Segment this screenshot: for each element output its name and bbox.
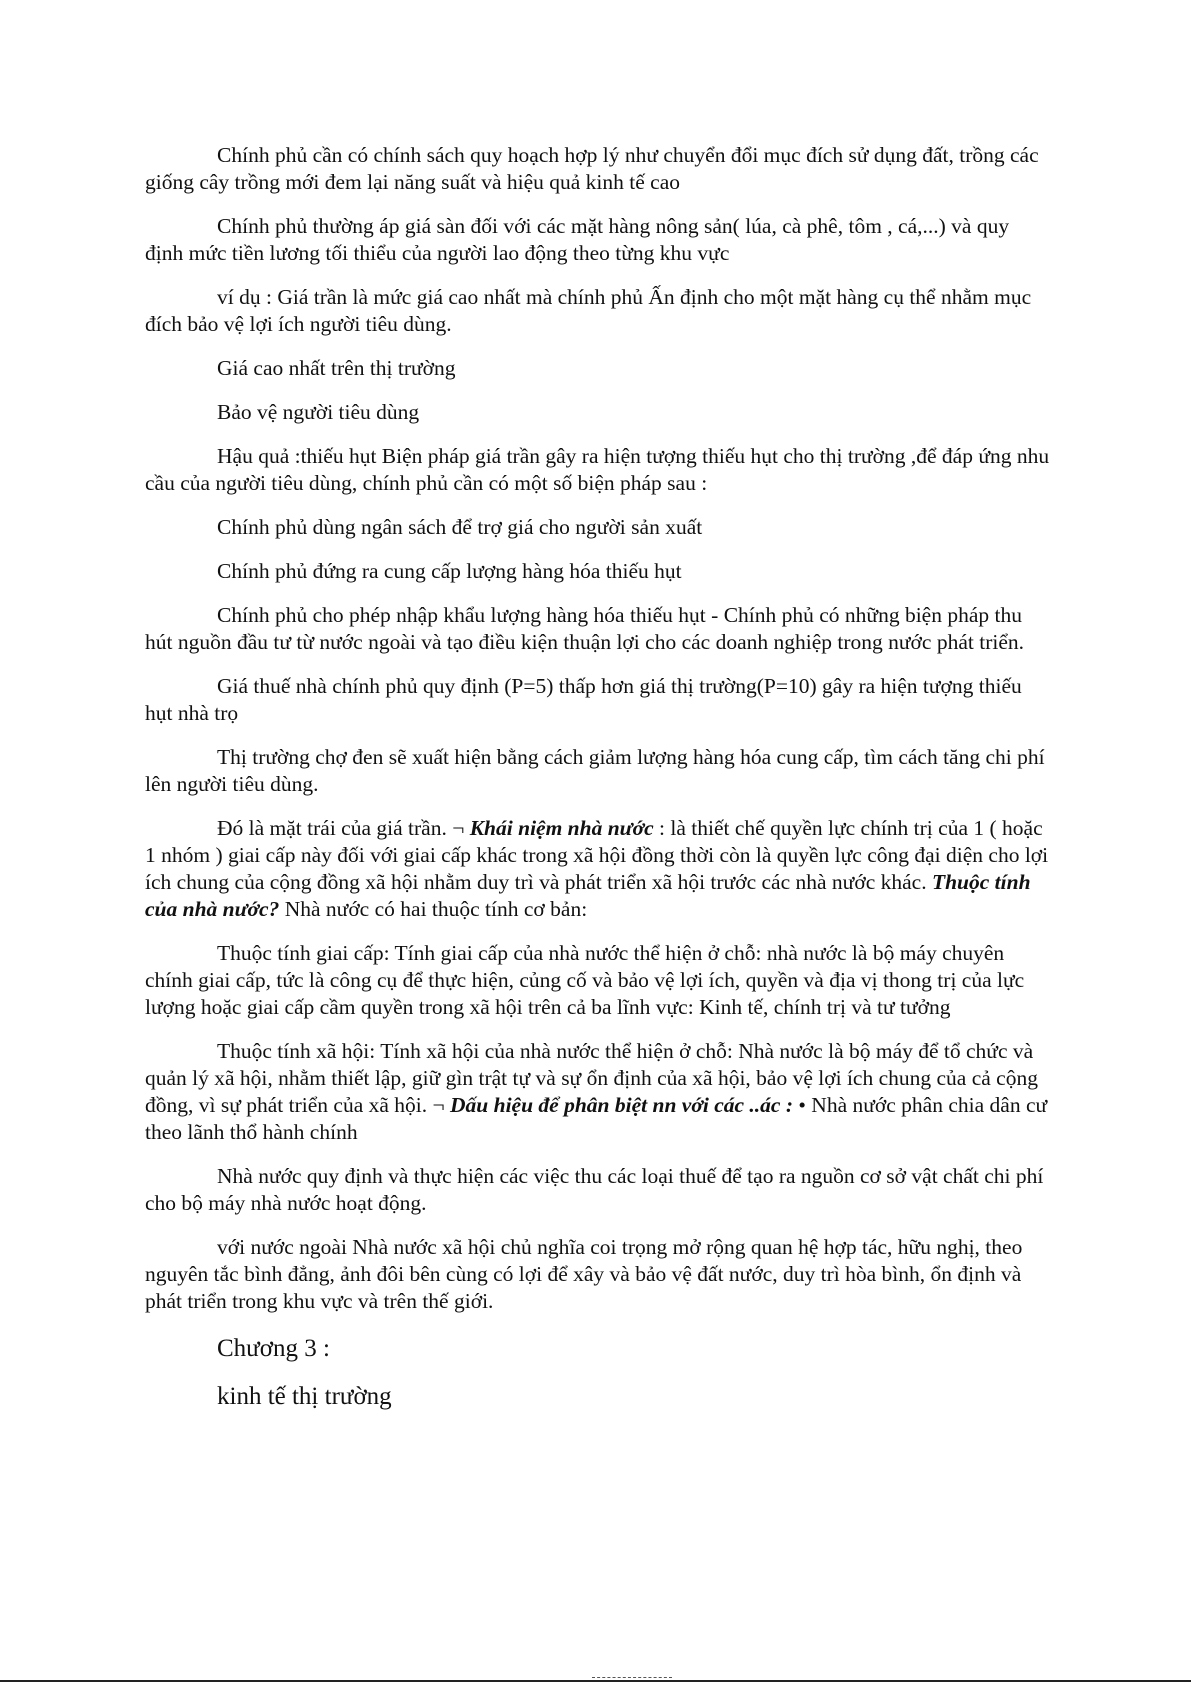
document-body [145, 142, 1050, 1428]
paragraph-state-concept [145, 815, 1050, 923]
state-concept-text-3: Nhà nước có hai thuộc tính cơ bản: [279, 897, 588, 921]
page-bottom-rule [0, 1680, 1191, 1682]
social-attribute-text-2: • Nhà nước phân chia dân cư theo lãnh thổ hành chính [145, 1093, 1048, 1144]
state-concept-heading: Khái niệm nhà nước [469, 816, 654, 840]
paragraph-subsidy: Chính phủ dùng ngân sách để trợ giá cho người sản xuất [217, 515, 703, 539]
paragraph-supply-shortage: Chính phủ đứng ra cung cấp lượng hàng hóa thiếu hụt [217, 559, 682, 583]
chapter-number: Chương 3 : [217, 1335, 330, 1362]
paragraph-taxation: Nhà nước quy định và thực hiện các việc thu các loại thuế để tạo ra nguồn cơ sở vật chất chi phí cho bộ máy nhà nước hoạt động. [145, 1164, 1044, 1215]
distinguishing-signs-heading: Dấu hiệu để phân biệt nn với các ..ác : [450, 1093, 794, 1117]
paragraph-import: Chính phủ cho phép nhập khẩu lượng hàng hóa thiếu hụt - Chính phủ có những biện pháp thu hút nguồn đầu tư từ nước ngoài và tạo điều kiện thuận lợi cho các doanh nghiệp trong nước phát triển. [145, 603, 1024, 654]
chapter-title: kinh tế thị trường [217, 1383, 392, 1410]
paragraph-price-ceiling-example: ví dụ : Giá trần là mức giá cao nhất mà chính phủ Ấn định cho một mặt hàng cụ thể nhằm mục đích bảo vệ lợi ích người tiêu dùng. [145, 285, 1032, 336]
paragraph-land-policy: Chính phủ cần có chính sách quy hoạch hợp lý như chuyển đổi mục đích sử dụng đất, trồng các giống cây trồng mới đem lại năng suất và hiệu quả kinh tế cao [145, 143, 1039, 194]
paragraph-rent-price: Giá thuế nhà chính phủ quy định (P=5) thấp hơn giá thị trường(P=10) gây ra hiện tượng thiếu hụt nhà trọ [145, 674, 1022, 725]
page-bottom-mark [592, 1677, 672, 1678]
paragraph-black-market: Thị trường chợ đen sẽ xuất hiện bằng cách giảm lượng hàng hóa cung cấp, tìm cách tăng chi phí lên người tiêu dùng. [145, 745, 1045, 796]
state-concept-text-2: : là thiết chế quyền lực chính trị của 1 ( hoặc 1 nhóm ) giai cấp này đối với giai cấp khác trong xã hội đồng thời còn là quyền lực công đại diện cho lợi ích chung của cộng đồng xã hội nhằm duy trì và phát triển xã hội trước các nhà nước khác. [145, 816, 1049, 894]
paragraph-class-attribute: Thuộc tính giai cấp: Tính giai cấp của nhà nước thể hiện ở chỗ: nhà nước là bộ máy chuyên chính giai cấp, tức là công cụ để thực hiện, củng cố và bảo vệ lợi ích, quyền và địa vị thong trị của lực lượng hoặc giai cấp cầm quyền trong xã hội trên cả ba lĩnh vực: Kinh tế, chính trị và tư tưởng [145, 941, 1025, 1019]
paragraph-price-floor: Chính phủ thường áp giá sàn đối với các mặt hàng nông sản( lúa, cà phê, tôm , cá,...) và quy định mức tiền lương tối thiểu của người lao động theo từng khu vực [145, 214, 1010, 265]
paragraph-consequences: Hậu quả :thiếu hụt Biện pháp giá trần gây ra hiện tượng thiếu hụt cho thị trường ,để đáp ứng nhu cầu của người tiêu dùng, chính phủ cần có một số biện pháp sau : [145, 444, 1050, 495]
state-attributes-heading: Thuộc tính của nhà nước? [145, 870, 1031, 921]
social-attribute-text-1: Thuộc tính xã hội: Tính xã hội của nhà nước thể hiện ở chỗ: Nhà nước là bộ máy để tổ chức và quản lý xã hội, nhằm thiết lập, giữ gìn trật tự và sự ổn định của xã hội, bảo vệ lợi ích chung của cả cộng đồng, vì sự phát triển của xã hội. ¬ [145, 1039, 1038, 1117]
paragraph-foreign-relations: với nước ngoài Nhà nước xã hội chủ nghĩa coi trọng mở rộng quan hệ hợp tác, hữu nghị, theo nguyên tắc bình đẳng, ảnh đôi bên cùng có lợi để xây và bảo vệ đất nước, duy trì hòa bình, ổn định và phát triển trong khu vực và trên thế giới. [145, 1235, 1023, 1313]
paragraph-highest-price: Giá cao nhất trên thị trường [217, 356, 456, 380]
paragraph-protect-consumers: Bảo vệ người tiêu dùng [217, 400, 420, 424]
paragraph-social-attribute [145, 1038, 1050, 1146]
state-concept-text-1: Đó là mặt trái của giá trần. ¬ [217, 816, 470, 840]
